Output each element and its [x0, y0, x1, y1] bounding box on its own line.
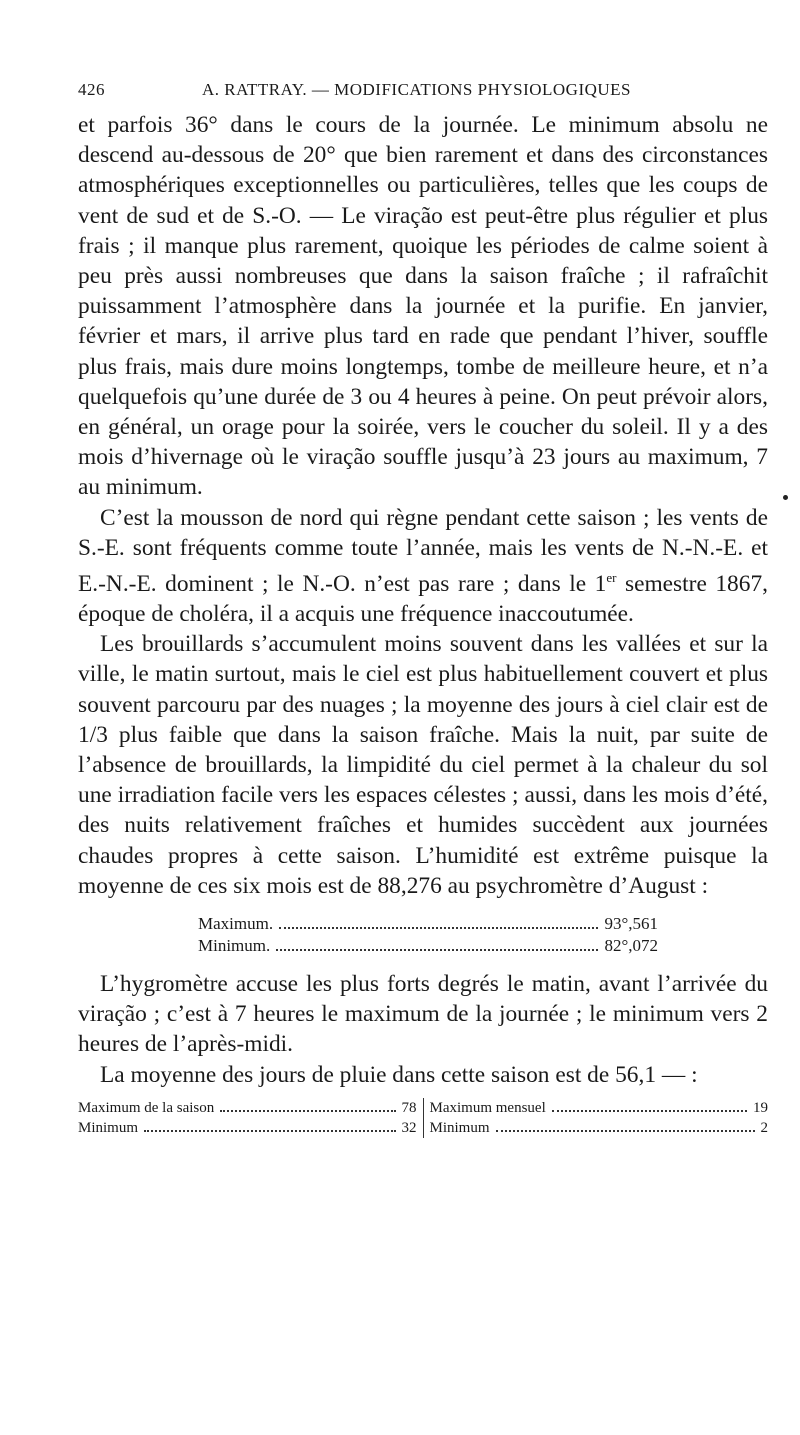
rain-value: 78	[401, 1099, 417, 1116]
superscript-er: er	[606, 570, 617, 586]
psychrometer-label: Minimum.	[198, 936, 271, 956]
leader-dots	[552, 1110, 747, 1112]
body-text	[78, 110, 768, 901]
leader-dots	[279, 927, 598, 929]
rain-table	[78, 1098, 768, 1138]
paragraph-2-text-b: semestre 1867, époque de choléra, il a acquis une fréquence inaccoutumée.	[78, 570, 768, 628]
page	[78, 80, 768, 1138]
body-text-2	[78, 969, 768, 1090]
rain-table-left	[78, 1098, 424, 1138]
rain-row	[430, 1098, 769, 1118]
rain-label: Maximum de la saison	[78, 1099, 215, 1116]
leader-dots	[496, 1130, 755, 1132]
rain-row	[78, 1118, 417, 1138]
running-title: A. RATTRAY. — MODIFICATIONS PHYSIOLOGIQUES	[201, 80, 632, 99]
rain-value: 2	[760, 1119, 768, 1136]
rain-label: Minimum	[78, 1119, 139, 1136]
rain-value: 19	[753, 1099, 768, 1116]
psychrometer-label: Maximum.	[198, 914, 274, 934]
leader-dots	[220, 1110, 395, 1112]
paragraph-5: La moyenne des jours de pluie dans cette saison est de 56,1 — :	[100, 1061, 698, 1088]
psychrometer-table	[198, 913, 658, 957]
rain-label: Minimum	[429, 1119, 490, 1136]
rain-row	[430, 1118, 769, 1138]
rain-value: 32	[401, 1119, 417, 1136]
paragraph-2	[78, 503, 768, 630]
page-header	[78, 80, 768, 110]
leader-dots	[276, 949, 598, 951]
margin-mark	[783, 495, 788, 500]
page-number: 426	[78, 80, 105, 99]
psychrometer-value: 93°,561	[604, 914, 658, 934]
rain-label: Maximum mensuel	[429, 1099, 546, 1116]
paragraph-2-text-a: C’est la mousson de nord qui règne pendant cette saison ; les vents de S.-E. sont fréquents comme toute l’année, mais les vents de N.-N.-E. et E.-N.-E. dominent ; le N.-O. n’est pas rare ; dans le 1	[78, 504, 768, 597]
paragraph-1: et parfois 36° dans le cours de la journée. Le minimum absolu ne descend au-dessous de 20° que bien rarement et dans des circonstances atmosphériques exceptionnelles ou particulières, telles que les coups de vent de sud et de S.-O. — Le viração est peut-être plus régulier et plus frais ; il manque plus rarement, quoique les périodes de calme soient à peu près aussi nombreuses que dans la saison fraîche ; il rafraîchit puissamment l’atmosphère dans la journée et la purifie. En janvier, février et mars, il arrive plus tard en rade que pendant l’hiver, souffle plus frais, mais dure moins longtemps, tombe de meilleure heure, et n’a quelquefois qu’une durée de 3 ou 4 heures à peine. On peut prévoir alors, en général, un orage pour la soirée, vers le coucher du soleil. Il y a des mois d’hivernage où le viração souffle jusqu’à 23 jours au maximum, 7 au minimum.	[78, 112, 768, 501]
psychrometer-row-max	[198, 913, 658, 935]
paragraph-4: L’hygromètre accuse les plus forts degrés le matin, avant l’arrivée du viração ; c’est à 7 heures le maximum de la journée ; le minimum vers 2 heures de l’après-midi.	[78, 971, 768, 1058]
paragraph-3: Les brouillards s’accumulent moins souvent dans les vallées et sur la ville, le matin surtout, mais le ciel est plus habituellement couvert et plus souvent parcouru par des nuages ; la moyenne des jours à ciel clair est de 1/3 plus faible que dans la saison fraîche. Mais la nuit, par suite de l’absence de brouillards, la limpidité du ciel permet à la chaleur du sol une irradiation facile vers les espaces célestes ; aussi, dans les mois d’été, des nuits relativement fraîches et humides succèdent aux journées chaudes propres à cette saison. L’humidité est extrême puisque la moyenne de ces six mois est de 88,276 au psychromètre d’August :	[78, 631, 768, 899]
rain-row	[78, 1098, 417, 1118]
psychrometer-value: 82°,072	[604, 936, 658, 956]
psychrometer-row-min	[198, 935, 658, 957]
rain-table-right	[424, 1098, 769, 1138]
leader-dots	[144, 1130, 395, 1132]
